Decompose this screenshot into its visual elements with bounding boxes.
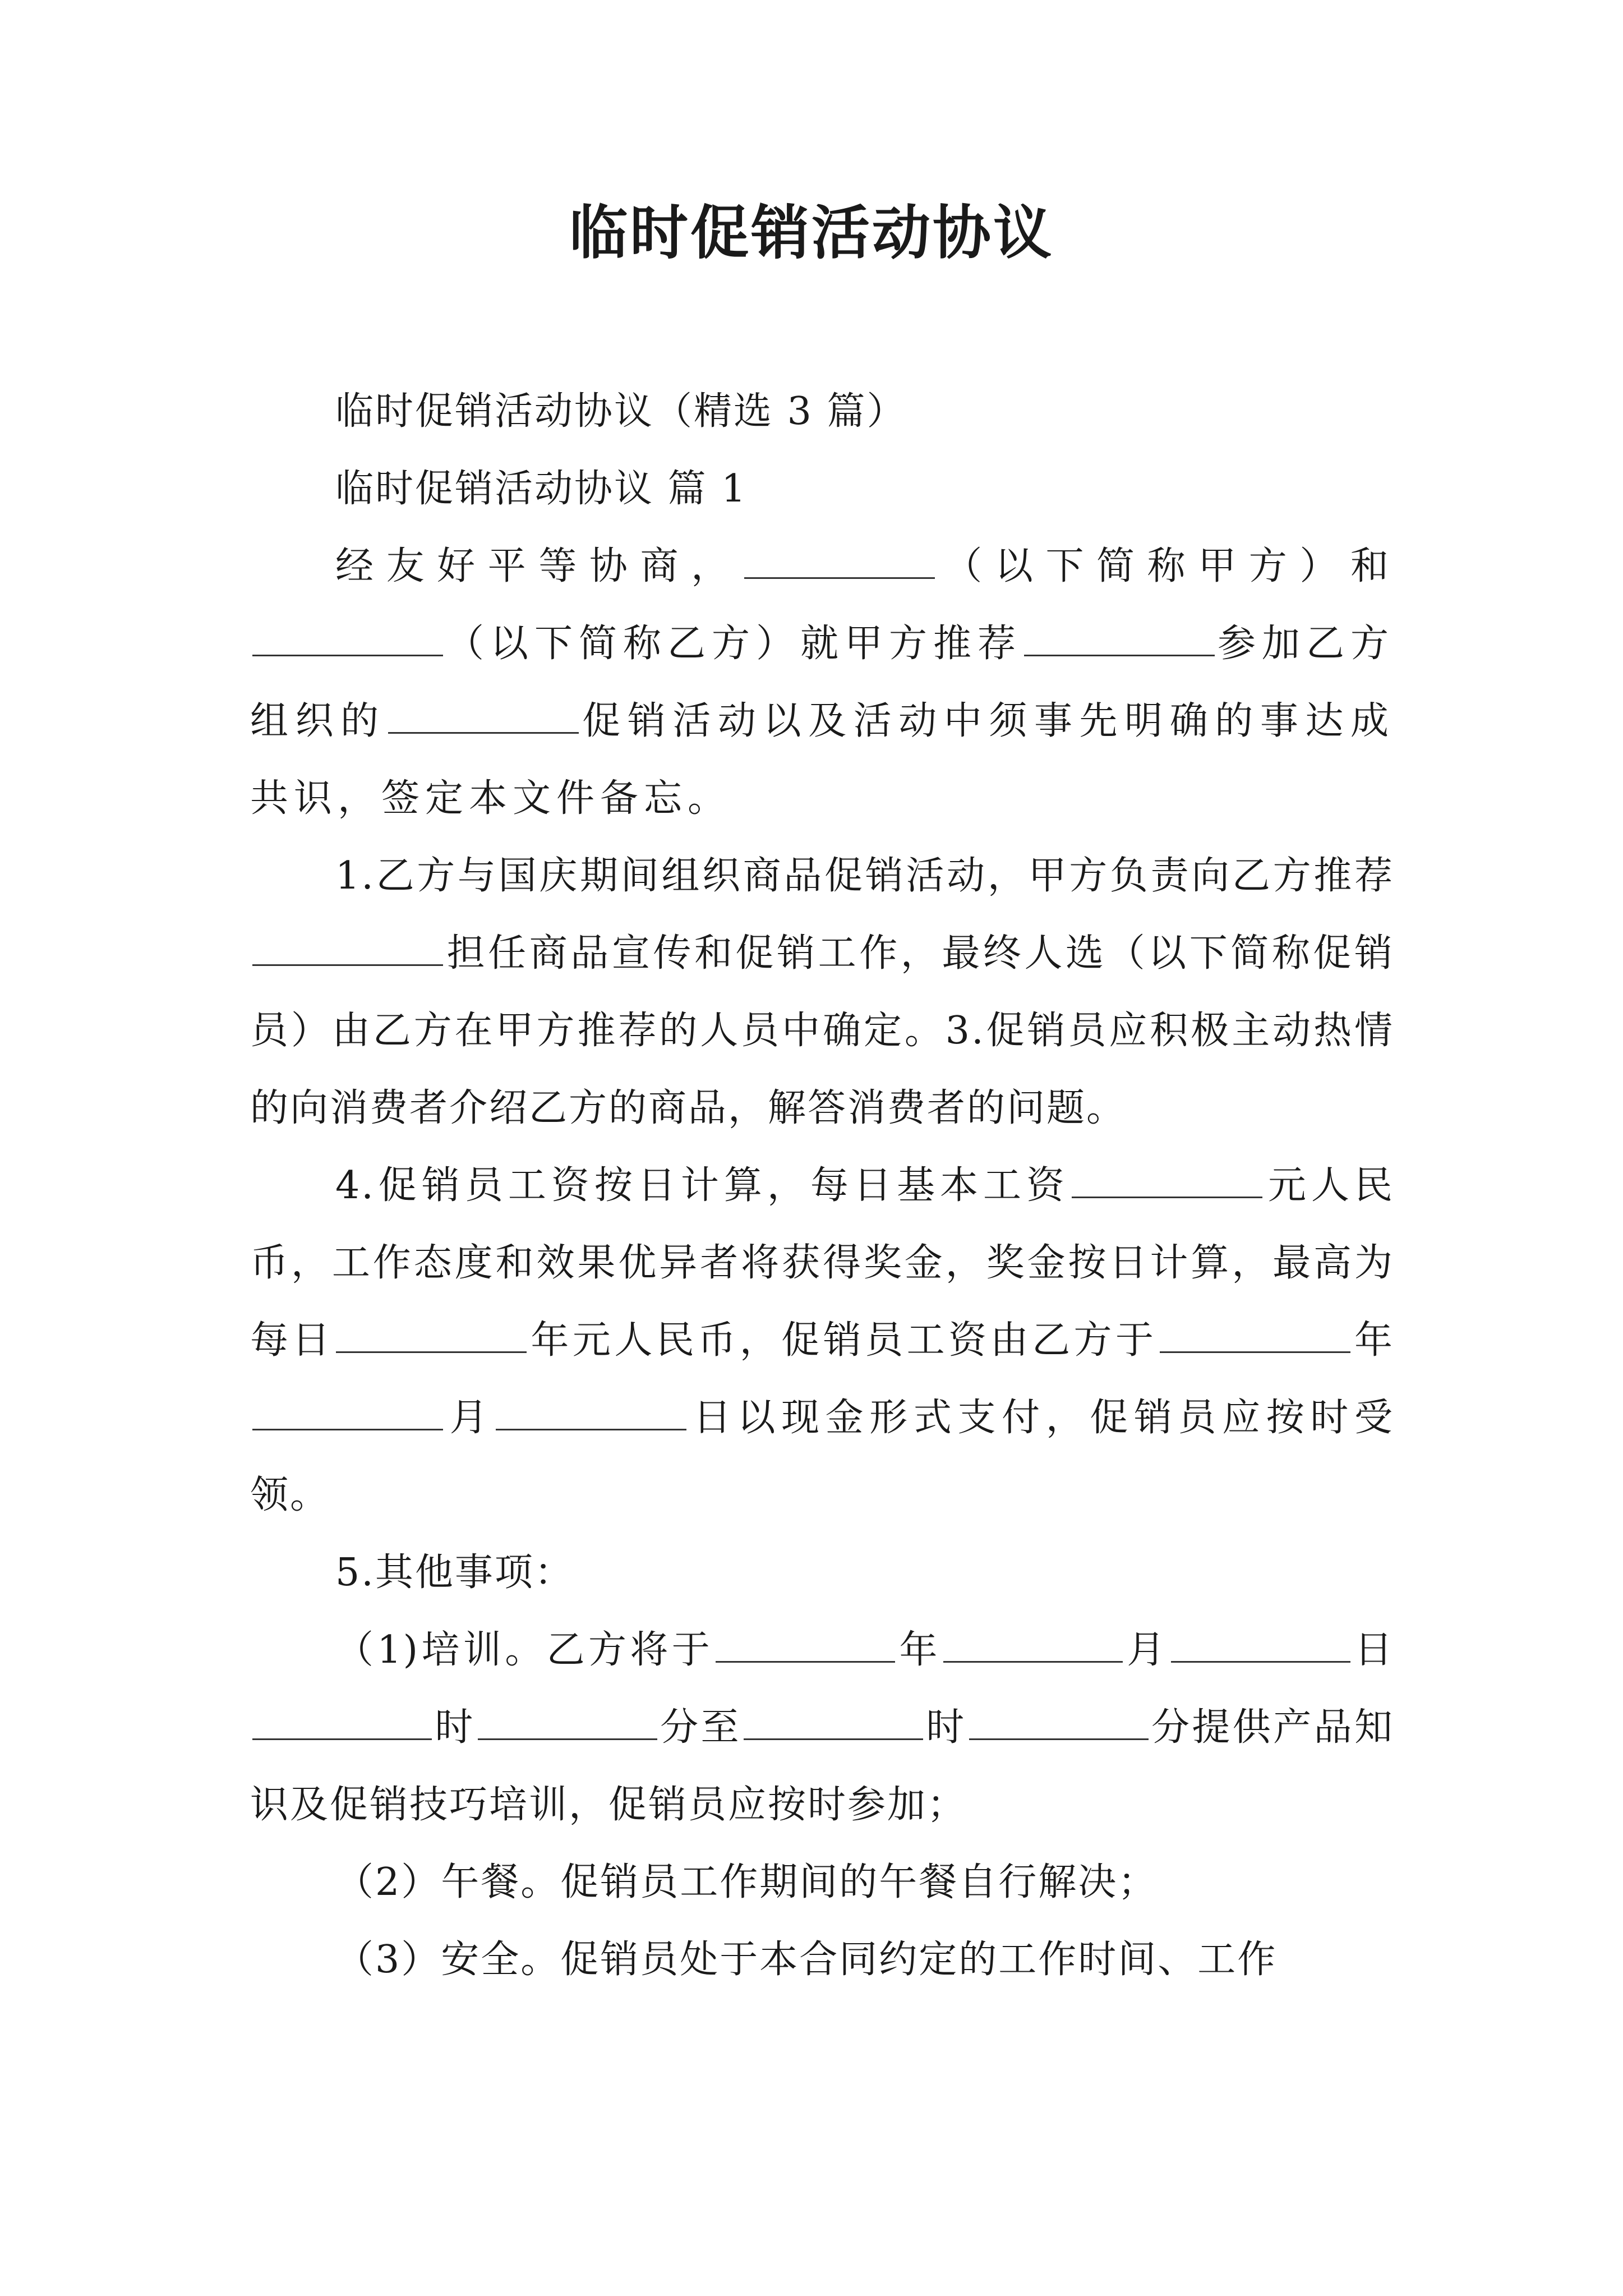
blank-field[interactable] [744,1701,923,1740]
section-heading: 临时促销活动协议 篇 1 [335,467,748,511]
blank-field[interactable] [969,1701,1149,1740]
blank-field[interactable] [1171,1624,1350,1663]
document-title: 临时促销活动协议 [569,199,1054,267]
blank-field[interactable] [1024,618,1215,656]
paragraph-safety: （3）安全。促销员处于本合同约定的工作时间、工作 [335,1938,1278,1982]
blank-field[interactable] [388,695,579,734]
subtitle: 临时促销活动协议（精选 3 篇） [335,389,907,434]
blank-field[interactable] [252,1392,443,1430]
paragraph-item-1: 1.乙方与国庆期间组织商品促销活动，甲方负责向乙方推荐担任商品宣传和促销工作，最终人选（以下简称促销员）由乙方在甲方推荐的人员中确定。3.促销员应积极主动热情的向消费者介绍乙方的商品，解答消费者的问题。 [250,854,1394,1130]
paragraph-training: （1)培训。乙方将于 年 月 日时 分至 时 分提供产品知识及促销技巧培训，促销员应按时参加； [250,1612,1394,1844]
document-body [250,373,1394,1999]
blank-field[interactable] [1160,1314,1350,1353]
blank-field[interactable] [478,1701,657,1740]
paragraph-item-4: 4.促销员工资按日计算，每日基本工资 元人民币，工作态度和效果优异者将获得奖金，奖金按日计算，最高为每日 年元人民币，促销员工资由乙方于 年月 日以现金形式支付，促销员应按时受领。 [250,1147,1394,1534]
blank-field[interactable] [716,1624,895,1663]
blank-field[interactable] [1072,1159,1262,1198]
paragraph-agreement-intro: 经友好平等协商， （以下简称甲方）和（以下简称乙方）就甲方推荐 参加乙方组织的 促销活动以及活动中须事先明确的事达成共识，签定本文件备忘。 [250,528,1394,838]
blank-field[interactable] [496,1392,686,1430]
paragraph-item-5: 5.其他事项： [335,1550,574,1595]
paragraph-lunch: （2）午餐。促销员工作期间的午餐自行解决； [335,1860,1158,1904]
blank-field[interactable] [336,1314,527,1353]
blank-field[interactable] [252,1701,432,1740]
blank-field[interactable] [252,618,443,656]
blank-field[interactable] [744,540,935,579]
blank-field[interactable] [943,1624,1123,1663]
blank-field[interactable] [252,927,443,966]
